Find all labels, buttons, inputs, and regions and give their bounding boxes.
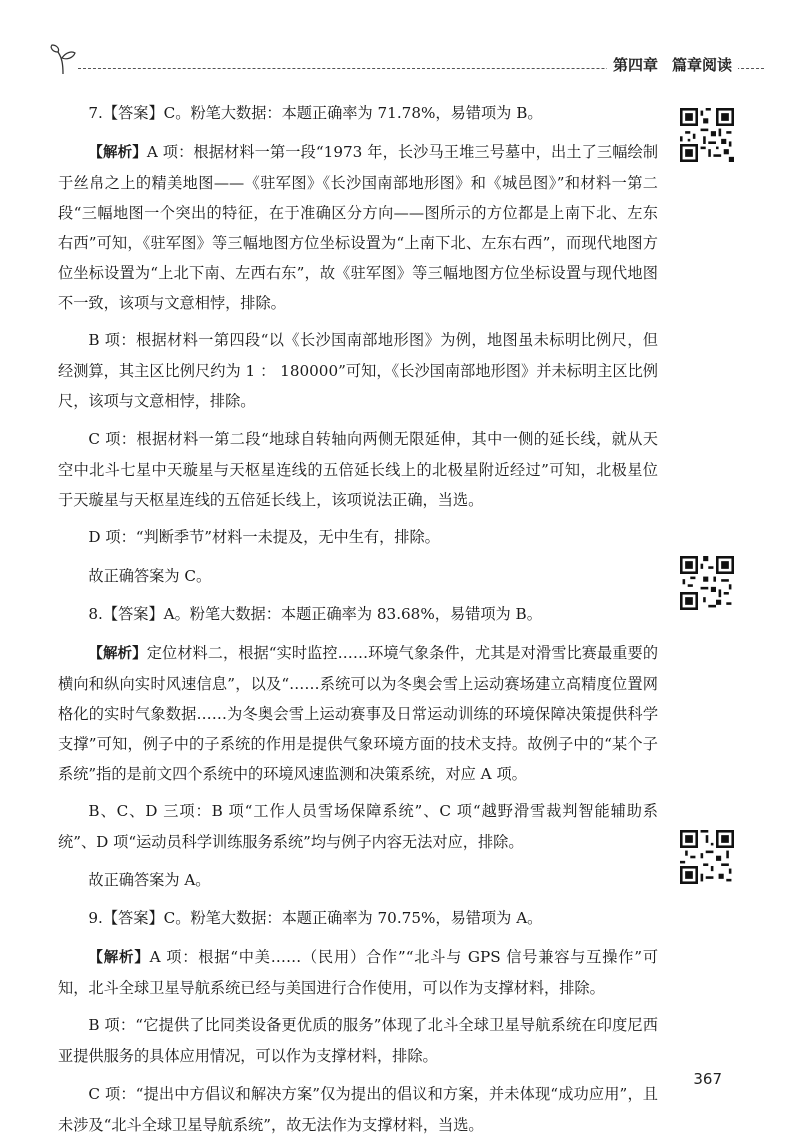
paragraph: 9.【答案】C。粉笔大数据：本题正确率为 70.75%，易错项为 A。 — [88, 909, 543, 927]
answer-explanations — [58, 98, 658, 1147]
paragraph: C 项：“提出中方倡议和解决方案”仅为提出的倡议和方案，并未体现“成功应用”，且未涉及“北斗全球卫星导航系统”，故无法作为支撑材料，当选。 — [58, 1084, 658, 1134]
qr-code-icon — [680, 556, 734, 610]
page-header — [40, 44, 800, 78]
paragraph: B、C、D 三项：B 项“工作人员雪场保障系统”、C 项“越野滑雪裁判智能辅助系统”、D 项“运动员科学训练服务系统”均与例子内容无法对应，排除。 — [58, 802, 658, 851]
section-label: 篇章阅读 — [671, 56, 732, 74]
paragraph: C 项：根据材料一第二段“地球自转轴向两侧无限延伸，其中一侧的延长线，就从天空中北斗七星中天璇星与天枢星连线的五倍延长线上的北极星附近经过”可知，北极星位于天璇星与天枢星连线的五倍延长线上，该项说法正确，当选。 — [58, 429, 658, 509]
paragraph: D 项：“判断季节”材料一未提及，无中生有，排除。 — [88, 528, 440, 546]
leaf-icon — [48, 44, 78, 76]
paragraph: B 项：“它提供了比同类设备更优质的服务”体现了北斗全球卫星导航系统在印度尼西亚提供服务的具体应用情况，可以作为支撑材料，排除。 — [58, 1016, 658, 1065]
page-number: 367 — [693, 1070, 722, 1088]
paragraph: 【解析】A 项：根据材料一第一段“1973 年，长沙马王堆三号墓中，出土了三幅绘制于丝帛之上的精美地图——《驻军图》《长沙国南部地形图》和《城邑图》”和材料一第二段“三幅地图一个突出的特征，在于准确区分方向——图所示的方位都是上南下北、左东右西”可知，《驻军图》等三幅地图方位坐标设置为“上南下北、左东右西”，而现代地图方位坐标设置为“上北下南、左西右东”，故《驻军图》等三幅地图方位坐标设置与现代地图不一致，该项与文意相悖，排除。 — [58, 142, 659, 312]
paragraph: 【解析】定位材料二，根据“实时监控……环境气象条件，尤其是对滑雪比赛最重要的横向和纵向实时风速信息”，以及“……系统可以为冬奥会雪上运动赛场建立高精度位置网格化的实时气象数据……为冬奥会雪上运动赛事及日常运动训练的环境保障决策提供科学支撑”可知，例子中的子系统的作用是提供气象环境方面的技术支持。故例子中的“某个子系统”指的是前文四个系统中的环境风速监测和决策系统，对应 A 项。 — [58, 643, 659, 783]
chapter-label: 第四章 — [612, 56, 658, 74]
qr-code-icon — [680, 108, 734, 162]
qr-code-icon — [680, 830, 734, 884]
paragraph: 故正确答案为 C。 — [88, 566, 212, 585]
chapter-title — [607, 54, 738, 75]
paragraph: 【解析】A 项：根据“中美……（民用）合作”“北斗与 GPS 信号兼容与互操作”可知，北斗全球卫星导航系统已经与美国进行合作使用，可以作为支撑材料，排除。 — [58, 947, 659, 997]
paragraph: 故正确答案为 A。 — [88, 870, 211, 889]
paragraph: 7.【答案】C。粉笔大数据：本题正确率为 71.78%，易错项为 B。 — [88, 104, 543, 122]
paragraph: B 项：根据材料一第四段“以《长沙国南部地形图》为例，地图虽未标明比例尺，但经测算，其主区比例尺约为 1 ： 180000”可知，《长沙国南部地形图》并未标明主区比例尺，该项与文意相悖，排除。 — [58, 331, 658, 410]
paragraph: 8.【答案】A。粉笔大数据：本题正确率为 83.68%，易错项为 B。 — [88, 605, 542, 623]
